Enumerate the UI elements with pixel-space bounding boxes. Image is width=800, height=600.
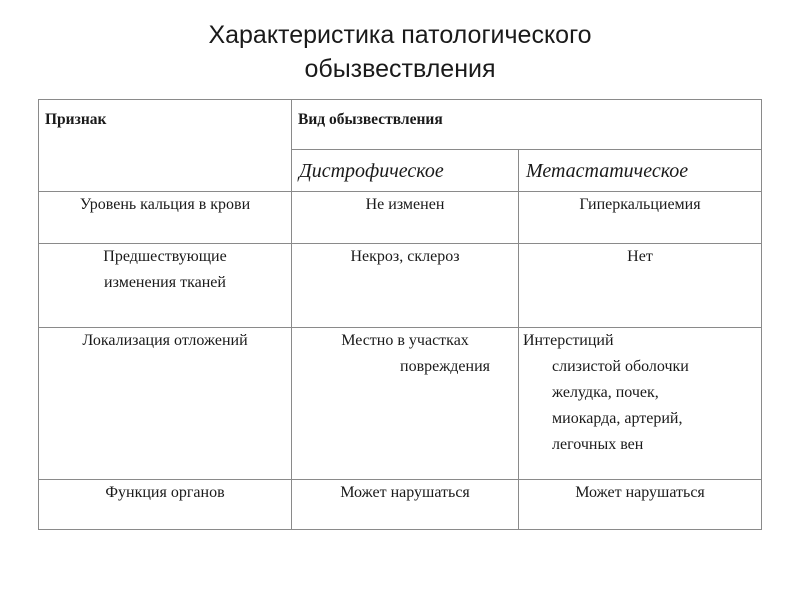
cell-metastatic [519,192,762,244]
cell-text: Некроз, склероз [350,248,460,265]
cell-text: слизистой оболочки [552,358,689,375]
header-row [39,100,762,150]
cell-text: Нет [627,248,653,265]
header-cell-metastatic [519,150,762,192]
table-row [39,244,762,328]
cell-metastatic [519,244,762,328]
cell-feature [39,244,292,328]
cell-text: Уровень кальция в крови [79,196,251,213]
cell-text: легочных вен [552,436,644,453]
cell-feature [39,192,292,244]
header-dystrophic-label: Дистрофическое [299,160,444,182]
table-row [39,328,762,480]
header-metastatic-label: Метастатическое [526,160,689,182]
cell-text: Интерстиций [523,332,614,349]
cell-text: Гиперкальциемия [579,196,701,213]
cell-text: Может нарушаться [575,484,705,501]
cell-text: миокарда, артерий, [552,410,683,427]
cell-feature [39,480,292,530]
cell-dystrophic [292,192,519,244]
cell-text: желудка, почек, [552,384,659,401]
cell-text: повреждения [400,358,490,375]
page-title [0,18,800,86]
header-cell-dystrophic [292,150,519,192]
table-row [39,480,762,530]
cell-text: Предшествующие [103,248,227,265]
header-cell-type-group [292,100,762,150]
cell-dystrophic [292,244,519,328]
cell-text: Локализация отложений [82,332,248,349]
header-feature-label: Признак [45,111,107,128]
cell-text: изменения тканей [104,274,226,291]
table-row [39,192,762,244]
cell-text: Не изменен [365,196,445,213]
cell-text: Местно в участках [341,332,469,349]
title-line-1: Характеристика патологического [208,21,592,49]
cell-dystrophic [292,328,519,480]
cell-metastatic [519,328,762,480]
header-cell-feature [39,100,292,192]
cell-text: Может нарушаться [340,484,470,501]
cell-text: Функция органов [105,484,225,501]
header-type-group-label: Вид обызвествления [298,111,443,128]
title-line-2: обызвествления [304,55,496,83]
calcification-table [38,99,762,530]
cell-feature [39,328,292,480]
cell-metastatic [519,480,762,530]
cell-dystrophic [292,480,519,530]
